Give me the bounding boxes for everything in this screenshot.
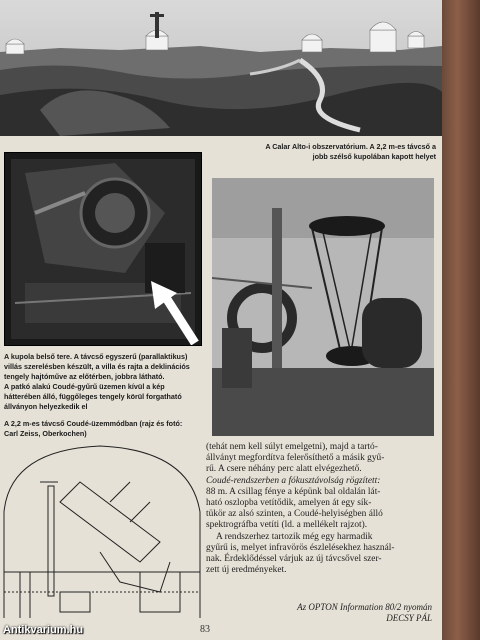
article-body [206, 442, 432, 576]
top-photo-caption [196, 142, 436, 162]
page-number: 83 [200, 624, 210, 635]
body-line: ható oszlopba vetítődik, amelyen át egy sík- [206, 498, 372, 509]
body-line: rű. A csere néhány perc alatt elvégezhető. [206, 464, 362, 475]
watermark: Antikvarium.hu [3, 624, 84, 636]
article-source [206, 602, 432, 624]
observatory-landscape-photo [0, 0, 442, 136]
caption-line: hátterében álló, függőleges tengely körül forgatható [4, 392, 182, 401]
caption-line: villás szerelésben készült, a villa és rajta a deklinációs [4, 362, 190, 371]
author-name: DECSY PÁL [386, 613, 432, 623]
body-line: (tehát nem kell súlyt emelgetni), majd a tartó- [206, 442, 378, 452]
caption-line: A Calar Alto-i obszervatórium. A 2,2 m-es távcső a [265, 142, 436, 151]
body-line: spektrográfba vetíti (ld. a mellékelt rajzot). [206, 520, 368, 531]
telescope-photo [212, 178, 434, 436]
caption-line: állványon helyezkedik el [4, 402, 88, 411]
caption-line: tengely hajtóműve az előtérben, jobbra látható. [4, 372, 165, 381]
coude-diagram [0, 442, 204, 618]
caption-line: Carl Zeiss, Oberkochen) [4, 429, 87, 438]
caption-line: jobb szélső kupolában kapott helyet [312, 152, 436, 161]
book-edge [442, 0, 480, 640]
body-line: 88 m. A csillag fénye a képünk bal oldalán lát- [206, 486, 381, 497]
body-line: gyűrű is, melyet infravörös észlelésekhez használ- [206, 542, 395, 553]
caption-line: A patkó alakú Coudé-gyűrű üzemen kívül a kép [4, 382, 165, 391]
body-line: állványt megfordítva felerősíthető a másik gyű- [206, 453, 385, 464]
caption-line: A kupola belső tere. A távcső egyszerű (parallaktikus) [4, 352, 188, 361]
dome-photo-caption [4, 352, 204, 412]
body-line: Coudé-rendszerben a fókusztávolság rögzített: [206, 475, 381, 486]
body-line: tükör az alsó szinten, a Coudé-helyiségben álló [206, 509, 383, 520]
body-line: zett új eredményeket. [206, 565, 287, 576]
caption-line: A 2,2 m-es távcső Coudé-üzemmódban (rajz és fotó: [4, 419, 183, 428]
body-line: nak. Érdeklődéssel várjuk az új távcsővel szer- [206, 554, 382, 565]
dome-interior-photo [4, 152, 202, 346]
diagram-caption [4, 419, 204, 439]
source-line: Az OPTON Information 80/2 nyomán [297, 602, 432, 612]
body-line: A rendszerhez tartozik még egy harmadik [216, 531, 373, 542]
